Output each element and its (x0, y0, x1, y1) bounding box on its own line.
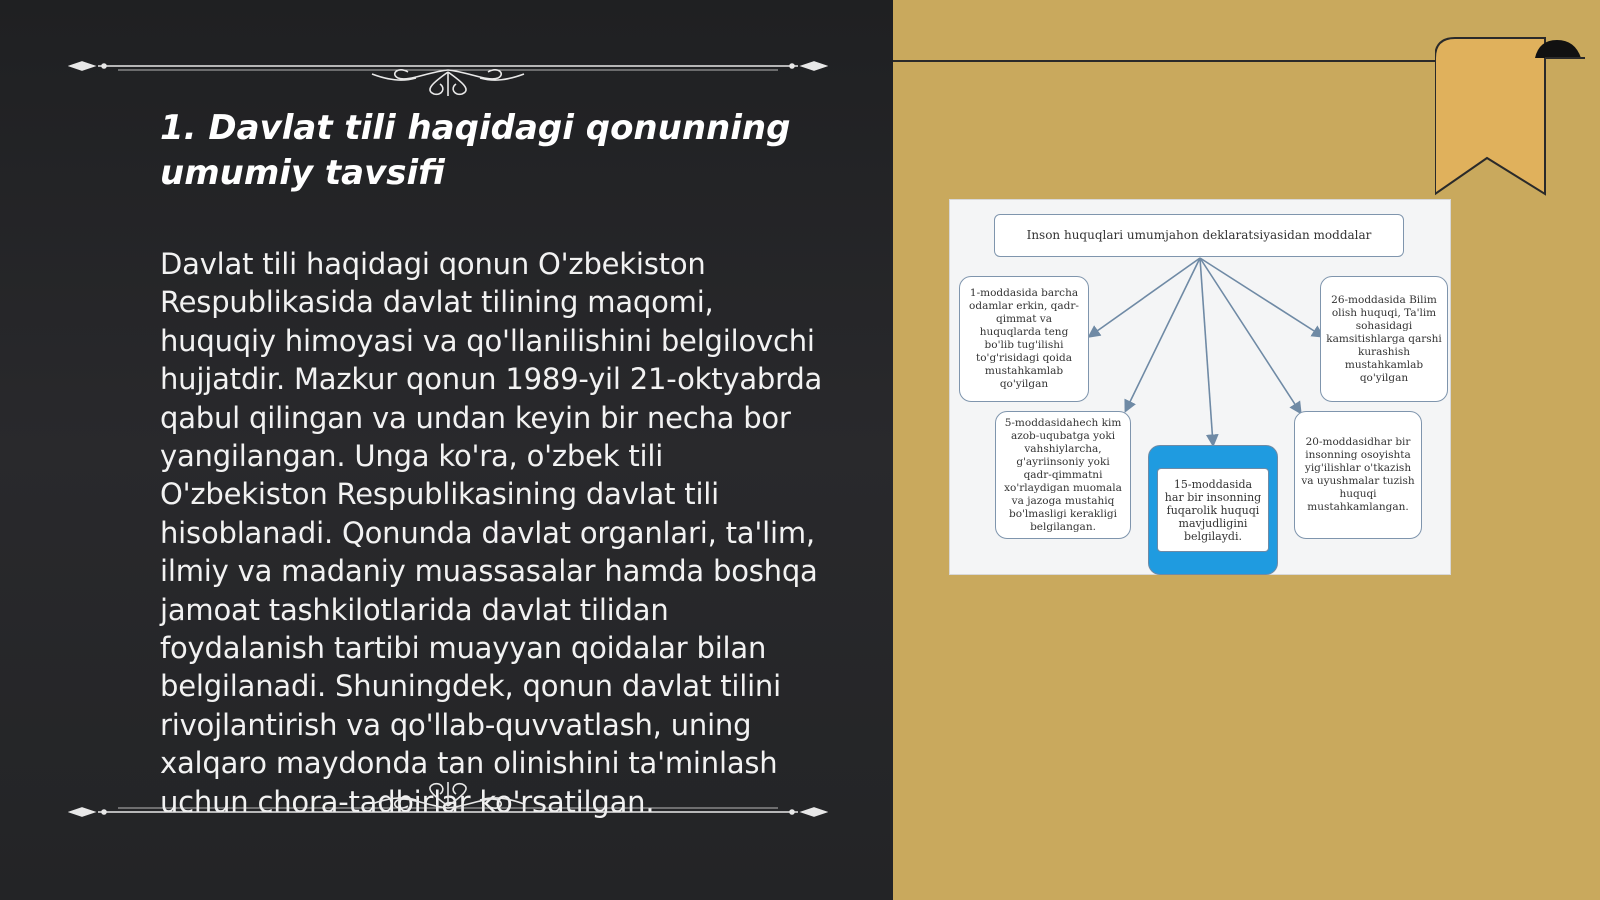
slide-title: 1. Davlat tili haqidagi qonunning umumiy tavsifi (160, 108, 791, 193)
scroll-divider-icon (68, 780, 828, 840)
rights-diagram-figure (950, 200, 1450, 574)
diagram-node-article-20: 20-moddasidhar bir insonning osoyishta yig'ilishlar o'tkazish va uyushmalar tuzish huquqi mustahkamlangan. (1294, 411, 1422, 539)
diagram-node-article-26: 26-moddasida Bilim olish huquqi, Ta'lim sohasidagi kamsitishlarga qarshi kurashish mustahkamlab qo'yilgan (1320, 276, 1448, 402)
diagram-node-article-15: 15-moddasida har bir insonning fuqarolik huquqi mavjudligini belgilaydi. (1157, 468, 1269, 552)
slide-body-text: Davlat tili haqidagi qonun O'zbekiston Respublikasida davlat tilining maqomi, huquqiy himoyasi va qo'llanilishini belgilovchi hujjatdir. Mazkur qonun 1989-yil 21-oktyabrda qabul qilingan va undan keyin bir necha bor yangilangan. Unga ko'ra, o'zbek tili O'zbekiston Respublikasining davlat tili hisoblanadi. Qonunda davlat organlari, ta'lim, ilmiy va madaniy muassasalar hamda boshqa jamoat tashkilotlarida davlat tilidan foydalanish tartibi muayyan qoidalar bilan belgilanadi. Shuningdek, qonun davlat tilini rivojlantirish va qo'llab-quvvatlash, uning xalqaro maydonda tan olinishini ta'minlash uchun chora-tadbirlar ko'rsatilgan. (160, 247, 823, 819)
diagram-node-article-1: 1-moddasida barcha odamlar erkin, qadr-qimmat va huquqlarda teng bo'lib tug'ilishi to'g'risidagi qoida mustahkamlab qo'yilgan (959, 276, 1089, 402)
diagram-header-node: Inson huquqlari umumjahon deklaratsiyasidan moddalar (994, 214, 1404, 257)
diagram-node-article-5: 5-moddasidahech kim azob-uqubatga yoki vahshiylarcha, g'ayriinsoniy yoki qadr-qimmatni xo'rlaydigan muomala va jazoga mustahiq bo'lmasligi kerakligi belgilangan. (995, 411, 1131, 539)
bookmark-ribbon-icon (1435, 36, 1585, 201)
scroll-divider-icon (68, 38, 828, 98)
diagram-node-article-15-highlight (1148, 445, 1278, 575)
